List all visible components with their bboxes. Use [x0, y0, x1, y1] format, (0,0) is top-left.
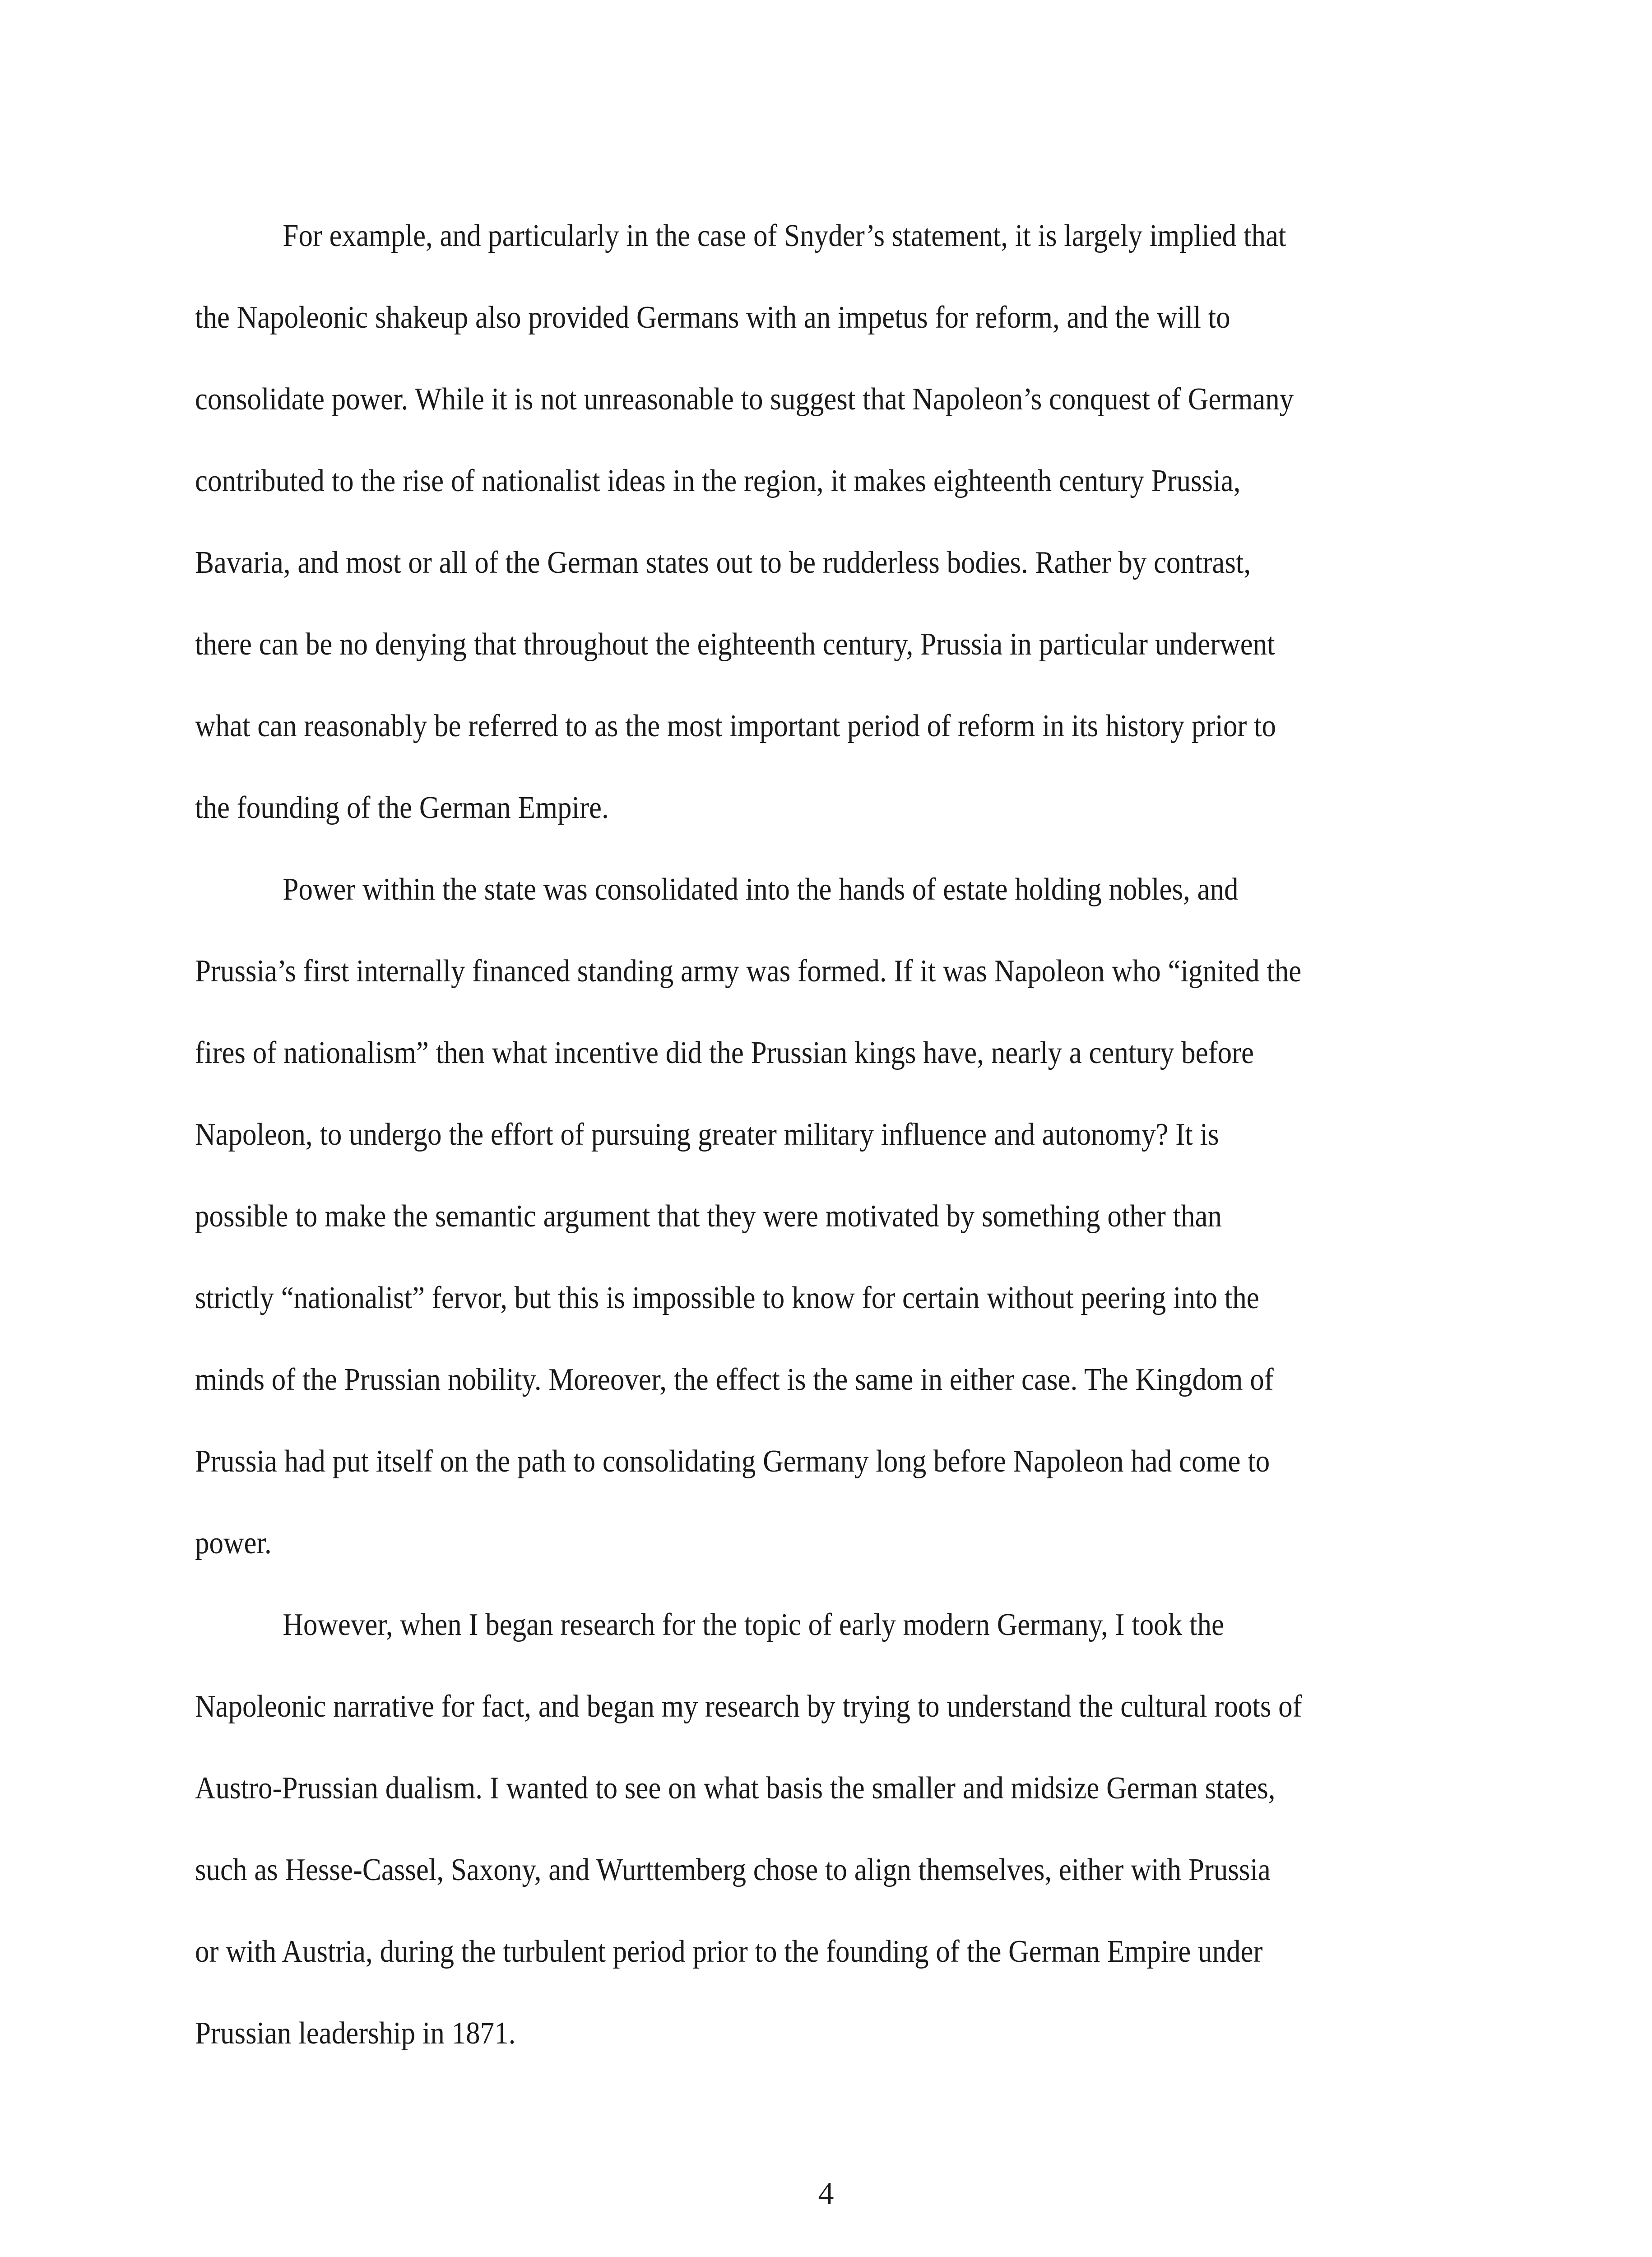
paragraph-3-line-6: Prussian leadership in 1871.	[195, 2016, 516, 2051]
paragraph-2-line-2: Prussia’s first internally financed standing army was formed. If it was Napoleon who “ignited the	[195, 954, 1302, 989]
paragraph-2-line-5: possible to make the semantic argument that they were motivated by something other than	[195, 1199, 1222, 1234]
paragraph-1-line-8: the founding of the German Empire.	[195, 790, 609, 825]
paragraph-2-line-8: Prussia had put itself on the path to consolidating Germany long before Napoleon had come to	[195, 1444, 1270, 1479]
paragraph-1-line-6: there can be no denying that throughout the eighteenth century, Prussia in particular underwent	[195, 627, 1275, 662]
paragraph-3-line-4: such as Hesse-Cassel, Saxony, and Wurttemberg chose to align themselves, either with Prussia	[195, 1853, 1271, 1887]
paragraph-2-line-1: Power within the state was consolidated into the hands of estate holding nobles, and	[283, 872, 1239, 907]
paragraph-3-line-1: However, when I began research for the topic of early modern Germany, I took the	[283, 1607, 1224, 1642]
paragraph-3-line-2: Napoleonic narrative for fact, and began my research by trying to understand the cultural roots of	[195, 1689, 1302, 1724]
paragraph-2-line-6: strictly “nationalist” fervor, but this is impossible to know for certain without peering into the	[195, 1281, 1259, 1315]
paragraph-1-line-2: the Napoleonic shakeup also provided Germans with an impetus for reform, and the will to	[195, 300, 1230, 335]
paragraph-3-line-5: or with Austria, during the turbulent period prior to the founding of the German Empire under	[195, 1934, 1263, 1969]
paragraph-3-line-3: Austro-Prussian dualism. I wanted to see on what basis the smaller and midsize German states,	[195, 1771, 1276, 1806]
paragraph-1-line-7: what can reasonably be referred to as the most important period of reform in its history prior to	[195, 709, 1276, 743]
paragraph-1-line-1: For example, and particularly in the case of Snyder’s statement, it is largely implied that	[283, 218, 1286, 253]
body-text	[195, 195, 1495, 2074]
paragraph-1-line-3: consolidate power. While it is not unreasonable to suggest that Napoleon’s conquest of Germany	[195, 382, 1294, 417]
paragraph-2-line-4: Napoleon, to undergo the effort of pursuing greater military influence and autonomy? It is	[195, 1117, 1219, 1152]
page-number: 4	[818, 2176, 834, 2211]
paragraph-1-line-5: Bavaria, and most or all of the German states out to be rudderless bodies. Rather by contrast,	[195, 545, 1251, 580]
paragraph-1-line-4: contributed to the rise of nationalist ideas in the region, it makes eighteenth century Prussia,	[195, 464, 1241, 498]
paragraph-2-line-3: fires of nationalism” then what incentive did the Prussian kings have, nearly a century before	[195, 1036, 1254, 1070]
paragraph-2-line-7: minds of the Prussian nobility. Moreover, the effect is the same in either case. The Kingdom of	[195, 1362, 1274, 1397]
paragraph-2-line-9: power.	[195, 1526, 272, 1560]
